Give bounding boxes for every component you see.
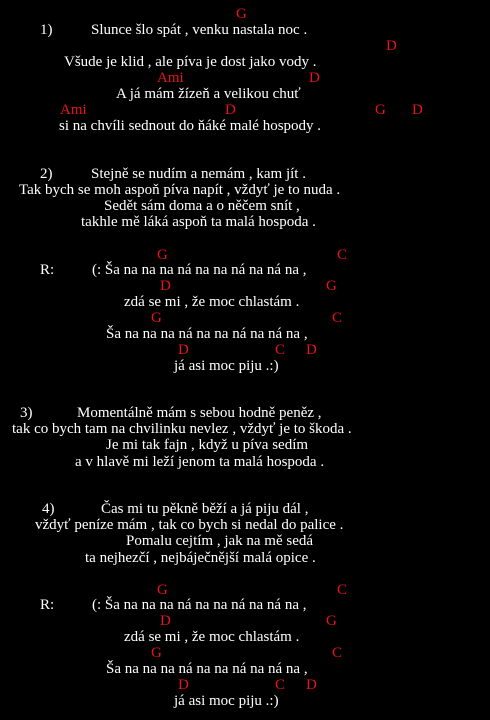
lyric-line: já asi moc piju .:) bbox=[174, 358, 279, 374]
chord: C bbox=[332, 645, 343, 661]
lyric-line: Slunce šlo spát , venku nastala noc . bbox=[91, 22, 308, 38]
verse-number: 3) bbox=[20, 405, 33, 421]
lyric-line: takhle mě láká aspoň ta malá hospoda . bbox=[81, 214, 316, 230]
chord: G bbox=[151, 645, 162, 661]
lyric-line: zdá se mi , že moc chlastám . bbox=[124, 294, 300, 310]
lyric-line: (: Ša na na na ná na na ná na ná na , bbox=[92, 262, 307, 278]
chord: D bbox=[225, 102, 236, 118]
lyric-line: a v hlavě mi leží jenom ta malá hospoda . bbox=[75, 454, 325, 470]
lyric-line: (: Ša na na na ná na na ná na ná na , bbox=[92, 597, 307, 613]
chord: G bbox=[236, 6, 247, 22]
lyric-line: Tak bych se moh aspoň píva napít , vždyť je to nuda . bbox=[19, 182, 341, 198]
lyric-line: já asi moc piju .:) bbox=[174, 693, 279, 709]
chord: G bbox=[326, 613, 337, 629]
chord: D bbox=[309, 70, 320, 86]
chord: G bbox=[157, 247, 168, 263]
lyric-line: Je mi tak fajn , když u píva sedím bbox=[106, 437, 309, 453]
chord: D bbox=[306, 342, 317, 358]
chord: D bbox=[160, 613, 171, 629]
verse-number: 2) bbox=[40, 166, 53, 182]
lyric-line: Ša na na na ná na na ná na ná na , bbox=[106, 326, 308, 342]
chord: G bbox=[151, 310, 162, 326]
lyric-line: ta nejhezčí , nejbáječnější malá opice . bbox=[85, 550, 316, 566]
chord: Ami bbox=[60, 102, 87, 118]
lyric-line: Sedět sám doma a o něčem snít , bbox=[104, 198, 300, 214]
chord: G bbox=[157, 582, 168, 598]
chord: D bbox=[306, 677, 317, 693]
chord: D bbox=[160, 278, 171, 294]
chord: C bbox=[275, 342, 286, 358]
verse-number: 1) bbox=[40, 22, 53, 38]
chord: D bbox=[178, 677, 189, 693]
lyric-line: Pomalu cejtím , jak na mě sedá bbox=[126, 533, 314, 549]
lyric-line: si na chvíli sednout do ňáké malé hospody . bbox=[59, 118, 322, 134]
lyric-line: vždyť peníze mám , tak co bych si nedal do palice . bbox=[35, 517, 344, 533]
chord: Ami bbox=[157, 70, 184, 86]
lyric-line: tak co bych tam na chvilinku nevlez , vždyť je to škoda . bbox=[12, 421, 352, 437]
chorus-label: R: bbox=[40, 597, 55, 613]
lyric-line: zdá se mi , že moc chlastám . bbox=[124, 629, 300, 645]
verse-number: 4) bbox=[42, 501, 55, 517]
chord: C bbox=[337, 582, 348, 598]
chord: D bbox=[412, 102, 423, 118]
chord: G bbox=[326, 278, 337, 294]
chord: D bbox=[386, 38, 397, 54]
chorus-label: R: bbox=[40, 262, 55, 278]
lyric-line: Všude je klid , ale píva je dost jako vody . bbox=[64, 54, 317, 70]
chord: D bbox=[178, 342, 189, 358]
lyric-line: Ša na na na ná na na ná na ná na , bbox=[106, 661, 308, 677]
chord: C bbox=[275, 677, 286, 693]
lyric-line: Momentálně mám s sebou hodně peněz , bbox=[77, 405, 322, 421]
lyric-line: Stejně se nudím a nemám , kam jít . bbox=[91, 166, 306, 182]
chord: G bbox=[375, 102, 386, 118]
lyric-line: Čas mi tu pěkně běží a já piju dál , bbox=[101, 501, 309, 517]
lyric-line: A já mám žízeň a velikou chuť bbox=[116, 86, 301, 102]
chord: C bbox=[332, 310, 343, 326]
chord: C bbox=[337, 247, 348, 263]
